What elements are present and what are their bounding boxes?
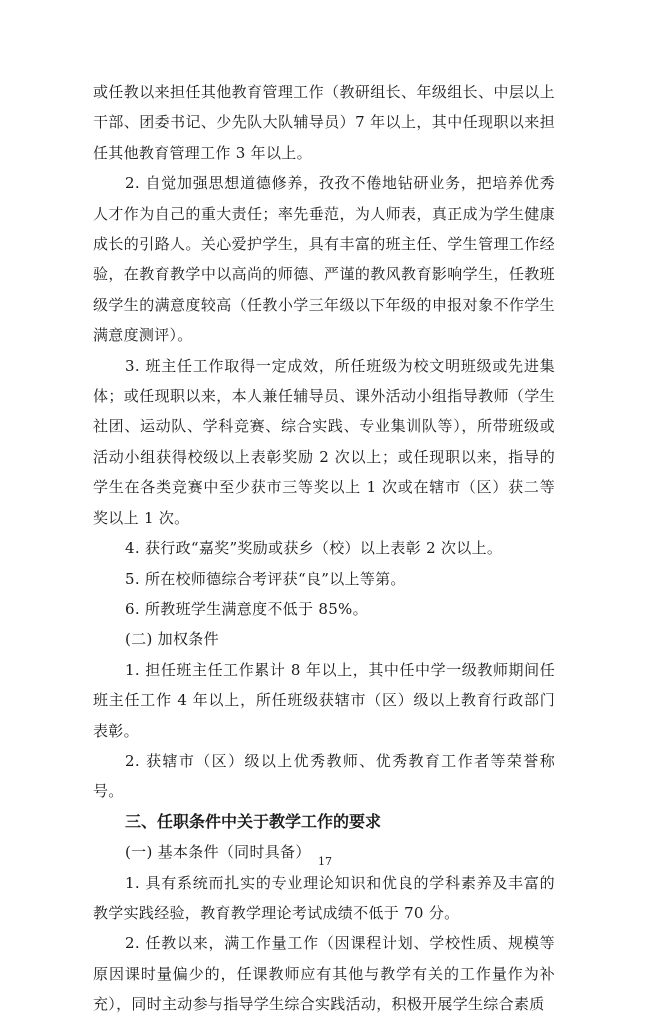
paragraph-basic-2: 2. 任教以来，满工作量工作（因课程计划、学校性质、规模等原因课时量偏少的，任课教师应有其他与教学有关的工作量作为补充），同时主动参与指导学生综合实践活动，积极开展学生综合素质 xyxy=(93,934,555,1014)
paragraph-continuation: 或任教以来担任其他教育管理工作（教研组长、年级组长、中层以上干部、团委书记、少先队大队辅导员）7 年以上，其中任现职以来担任其他教育管理工作 3 年以上。 xyxy=(93,83,555,162)
paragraph-weighted-2: 2. 获辖市（区）级以上优秀教师、优秀教育工作者等荣誉称号。 xyxy=(93,751,555,801)
paragraph-item-6: 6. 所教班学生满意度不低于 85%。 xyxy=(125,599,368,618)
paragraph-item-4: 4. 获行政“嘉奖”奖励或获乡（校）以上表彰 2 次以上。 xyxy=(125,539,503,558)
paragraph-basic-1: 1. 具有系统而扎实的专业理论知识和优良的学科素养及丰富的教学实践经验，教育教学理论考试成绩不低于 70 分。 xyxy=(93,873,555,922)
document-body xyxy=(93,77,555,1020)
section-heading-teaching-requirements: 三、任职条件中关于教学工作的要求 xyxy=(125,811,382,831)
subheading-basic-conditions: (一) 基本条件（同时具备） xyxy=(125,843,311,862)
page-number: 17 xyxy=(318,855,332,868)
paragraph-item-2: 2. 自觉加强思想道德修养，孜孜不倦地钻研业务，把培养优秀人才作为自己的重大责任；率先垂范，为人师表，真正成为学生健康成长的引路人。关心爱护学生，具有丰富的班主任、学生管理工作经验，在教育教学中以高尚的师德、严谨的教风教育影响学生，任教班级学生的满意度较高（任教小学三年级以下年级的申报对象不作学生满意度测评）。 xyxy=(93,174,555,345)
paragraph-weighted-1: 1. 担任班主任工作累计 8 年以上，其中任中学一级教师期间任班主任工作 4 年以上，所任班级获辖市（区）级以上教育行政部门表彰。 xyxy=(93,660,555,740)
paragraph-item-5: 5. 所在校师德综合考评获“良”以上等第。 xyxy=(125,569,406,588)
paragraph-item-3: 3. 班主任工作取得一定成效，所任班级为校文明班级或先进集体；或任现职以来，本人兼任辅导员、课外活动小组指导教师（学生社团、运动队、学科竞赛、综合实践、专业集训队等），所带班级或活动小组获得校级以上表彰奖励 2 次以上；或任现职以来，指导的学生在各类竞赛中至少获市三等奖以上 1 次或在辖市（区）获二等奖以上 1 次。 xyxy=(93,356,555,527)
subheading-weighted-conditions: (二) 加权条件 xyxy=(125,630,219,649)
